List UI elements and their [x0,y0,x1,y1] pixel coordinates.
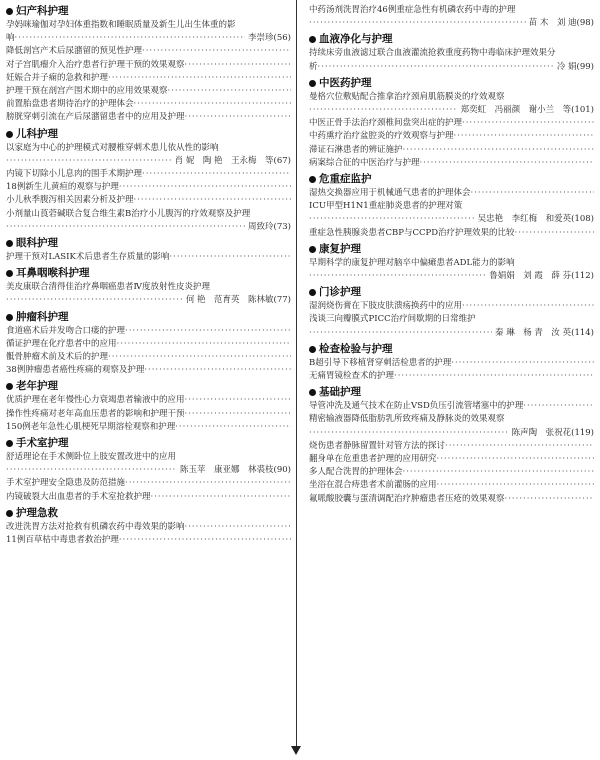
dot-leader [515,227,594,240]
entry-byline [125,325,291,338]
bullet-icon [309,289,316,296]
entry-title: 改进洗胃方法对抢救有机磷农药中毒效果的影响 [6,521,185,532]
dot-leader [185,408,291,421]
dot-leader [505,493,594,506]
toc-entry[interactable] [6,142,291,168]
toc-entry[interactable] [309,370,594,383]
toc-section [309,4,594,30]
toc-entry[interactable] [309,479,594,492]
toc-section [6,266,291,307]
section-heading [309,242,594,257]
entry-title: 手术室护理安全隐患及防范措施 [6,478,126,489]
entry-title: 导管冲洗及通气技术在防止VSD负压引流管堵塞中的护理 [309,401,524,412]
toc-entry[interactable] [6,477,291,490]
dot-leader [318,61,554,74]
dot-leader [185,111,291,124]
dot-leader [403,144,594,157]
dot-leader [185,394,291,407]
section-heading-text: 康复护理 [319,242,361,255]
entry-byline [403,144,594,157]
entry-title: 多人配合洗胃的护理体会 [309,467,403,478]
entry-byline [462,300,594,313]
dot-leader [134,98,291,111]
entry-title: 护理干预在剖宫产围术期中的应用效果观察 [6,86,168,97]
dot-leader [6,221,245,234]
entry-title: 循证护理在化疗患者中的应用 [6,338,117,349]
entry-byline [309,104,594,117]
dot-leader [142,168,291,181]
section-heading [6,127,291,142]
toc-section [6,127,291,234]
entry-author-page: 周致玲(73) [248,221,291,232]
toc-entry[interactable] [6,251,291,264]
bullet-icon [309,176,316,183]
toc-entry[interactable] [309,466,594,479]
entry-byline [119,181,291,194]
toc-entry[interactable] [6,408,291,421]
bullet-icon [6,314,13,321]
section-heading-text: 肿瘤科护理 [16,310,69,323]
dot-leader [119,534,291,547]
down-arrow-icon [291,746,301,755]
toc-entry[interactable] [309,440,594,453]
section-heading-text: 手术室护理 [16,437,69,450]
entry-byline [437,479,594,492]
entry-author-page: 秦 琳 杨 青 汝 英(114) [495,327,594,338]
toc-entry[interactable] [309,117,594,130]
toc-section [6,310,291,378]
toc-entry[interactable] [309,4,594,30]
bullet-icon [6,440,13,447]
entry-title: 以家庭为中心的护理模式对腰椎穿刺术患儿依从性的影响 [6,142,219,153]
bullet-icon [6,510,13,517]
dot-leader [125,477,291,490]
entry-byline [309,61,594,74]
entry-byline [309,327,594,340]
entry-title: B超引导下移植肾穿刺活检患者的护理 [309,357,452,368]
toc-entry[interactable] [6,534,291,547]
toc-entry[interactable] [309,47,594,73]
section-heading-text: 血液净化与护理 [319,33,393,46]
dot-leader [309,213,475,226]
entry-title: 150例老年急性心肌梗死早期溶栓观察和护理 [6,421,176,432]
dot-leader [119,181,291,194]
dot-leader [142,45,291,58]
entry-title: 湿润烧伤膏在下肢皮肤溃疡换药中的应用 [309,301,463,312]
entry-author-page: 陈玉苹 康亚娜 林裘枝(90) [180,465,291,476]
section-heading [6,236,291,251]
dot-leader [185,59,291,72]
entry-title: 早期科学的康复护理对脑卒中偏瘫患者ADL能力的影响 [309,257,515,268]
dot-leader [117,338,291,351]
entry-byline [445,440,594,453]
toc-entry[interactable] [6,325,291,338]
entry-title-continuation: 响 [6,33,15,44]
toc-entry[interactable] [309,157,594,170]
section-heading-text: 妇产科护理 [16,5,69,17]
entry-byline [309,213,594,226]
entry-title: 重症急性胰腺炎患者CBP与CCPD治疗护理效果的比较 [309,227,515,238]
dot-leader [168,85,291,98]
dot-leader [175,421,291,434]
toc-entry[interactable] [6,281,291,307]
entry-title: 烧伤患者静脉留置针对管方法的探讨 [309,440,446,451]
entry-title: 小剂量山莨菪碱联合复合维生素B治疗小儿腹泻的疗效观察及护理 [6,208,251,219]
dot-leader [125,325,291,338]
dot-leader [523,400,594,413]
section-heading [309,385,594,400]
entry-author-page: 陈声陶 张祝花(119) [511,427,594,438]
entry-author-page: 何 艳 范育英 陈林敏(77) [185,295,291,306]
right-column [309,2,594,506]
left-column [6,2,291,547]
entry-title: 中医正骨手法治疗颈椎间盘突出症的护理 [309,118,463,129]
entry-title: 膀胱穿刺引流在产后尿潴留患者中的应用及护理 [6,112,185,123]
dot-leader [309,104,458,117]
entry-byline [175,421,291,434]
entry-byline [125,477,291,490]
entry-byline [515,227,594,240]
toc-section [309,242,594,283]
entry-byline [6,155,291,168]
toc-entry[interactable] [309,493,594,506]
entry-byline [523,400,594,413]
dot-leader [445,440,594,453]
entry-title: 内镜下切除小儿息肉的围手术期护理 [6,169,143,180]
toc-entry[interactable] [309,400,594,413]
dot-leader [454,130,594,143]
entry-title: 持续床旁血液滤过联合血液灌流抢救重度药物中毒临床护理效果分 [309,48,556,59]
bullet-icon [6,240,13,247]
toc-entry[interactable] [6,168,291,181]
section-heading [6,4,291,19]
toc-section [309,32,594,73]
section-heading-text: 护理急救 [16,506,58,519]
dot-leader [309,327,492,340]
entry-byline [117,338,291,351]
dot-leader [185,521,291,534]
toc-entry[interactable] [309,200,594,226]
toc-entry[interactable] [309,413,594,439]
entry-byline [185,521,291,534]
entry-byline [134,194,291,207]
dot-leader [108,351,291,364]
section-heading-text: 耳鼻咽喉科护理 [16,267,90,280]
toc-section [309,285,594,340]
dot-leader [462,117,594,130]
entry-title: 护理干预对LASIK术后患者生存质量的影响 [6,252,170,263]
dot-leader [309,427,509,440]
entry-byline [185,59,291,72]
column-divider [296,0,297,748]
entry-byline [437,453,594,466]
entry-title: 妊娠合并子痫的急救和护理 [6,72,109,83]
bullet-icon [6,383,13,390]
entry-title: 降低剖宫产术后尿潴留的预见性护理 [6,46,143,57]
section-heading [309,172,594,187]
bullet-icon [309,80,316,87]
entry-title: 浅谈三向瓣膜式PICC治疗间歇期的日常维护 [309,314,476,325]
section-heading-text: 检查检验与护理 [319,342,393,355]
toc-entry[interactable] [6,521,291,534]
entry-byline [309,17,594,30]
entry-title-continuation: 析 [309,61,318,72]
entry-byline [6,294,291,307]
section-heading-text: 危重症监护 [319,173,372,186]
bullet-icon [309,389,316,396]
toc-section [309,76,594,170]
section-heading [309,285,594,300]
dot-leader [437,479,594,492]
entry-byline [505,493,594,506]
toc-entry[interactable] [309,257,594,283]
toc-entry[interactable] [6,394,291,407]
toc-section [309,342,594,383]
entry-byline [309,427,594,440]
toc-entry[interactable] [6,208,291,234]
entry-byline [142,45,291,58]
section-heading [6,310,291,325]
dot-leader [437,453,594,466]
dot-leader [451,357,594,370]
toc-entry[interactable] [6,72,291,85]
entry-byline [142,168,291,181]
entry-author-page: 肖 妮 陶 艳 王永梅 等(67) [174,155,291,166]
toc-entry[interactable] [6,181,291,194]
toc-entry[interactable] [309,91,594,117]
dot-leader [15,32,246,45]
dot-leader [309,270,486,283]
section-heading-text: 老年护理 [16,380,58,393]
entry-title: 湿热交换器应用于机械通气患者的护理体会 [309,188,471,199]
dot-leader [144,364,291,377]
bullet-icon [6,131,13,138]
entry-author-page: 郑奕虹 冯丽颜 谢小兰 等(101) [460,105,594,116]
entry-author-page: 李崇珍(56) [248,33,291,44]
entry-byline [454,130,594,143]
toc-entry[interactable] [6,85,291,98]
dot-leader [134,194,291,207]
entry-author-page: 鲁娟娟 刘 霞 薛 芬(112) [489,271,594,282]
toc-entry[interactable] [309,300,594,313]
section-heading [6,266,291,281]
toc-section [6,379,291,434]
entry-byline [394,370,594,383]
section-heading [309,342,594,357]
entry-title: 孕妈咪瑜伽对孕妇体重指数和睡眠质量及新生儿出生体重的影 [6,20,236,30]
dot-leader [462,300,594,313]
section-heading-text: 中医药护理 [319,76,372,89]
toc-entry[interactable] [309,187,594,200]
entry-byline [108,72,291,85]
entry-byline [462,117,594,130]
entry-title: ICU甲型H1N1重症肺炎患者的护理对策 [309,201,463,212]
dot-leader [420,157,594,170]
entry-byline [169,251,291,264]
toc-entry[interactable] [6,194,291,207]
dot-leader [169,251,291,264]
bullet-icon [309,246,316,253]
entry-title: 优质护理在老年慢性心力衰竭患者输液中的应用 [6,395,185,406]
entry-title: 舒适理论在手术侧卧位上肢安置改进中的应用 [6,452,177,463]
entry-byline [108,351,291,364]
entry-byline [144,364,291,377]
entry-title: 中药熏疗治疗盆腔炎的疗效观察与护理 [309,131,454,142]
entry-title: 11例百草枯中毒患者救治护理 [6,535,119,546]
entry-title: 骶骨肿瘤术前及术后的护理 [6,352,109,363]
entry-title: 中药汤剂洗胃治疗46例重症急性有机磷农药中毒的护理 [309,5,516,15]
entry-title: 对子宫肌瘤介入治疗患者行护理干预的效果观察 [6,59,185,70]
entry-title: 小儿秋季腹泻相关因素分析及护理 [6,195,134,206]
entry-byline [119,534,291,547]
entry-title: 美皮康联合清得佳治疗鼻咽癌患者Ⅳ度放射性皮炎护理 [6,282,210,293]
entry-title: 38例肿瘤患者癌性疼痛的观察及护理 [6,365,145,376]
bullet-icon [309,36,316,43]
toc-entry[interactable] [309,130,594,143]
section-heading [309,76,594,91]
section-heading [309,32,594,47]
dot-leader [6,294,183,307]
entry-author-page: 苗 木 刘 迪(98) [528,18,594,29]
toc-entry[interactable] [6,59,291,72]
toc-entry[interactable] [6,111,291,124]
dot-leader [471,187,594,200]
section-heading-text: 门诊护理 [319,286,361,299]
entry-author-page: 冷 娟(99) [556,61,594,72]
dot-leader [6,155,172,168]
entry-byline [185,408,291,421]
entry-byline [185,394,291,407]
entry-title: 氟哌酸胶囊与蛋清调配治疗肿瘤患者压疮的效果观察 [309,493,505,504]
dot-leader [108,72,291,85]
entry-byline [309,270,594,283]
bullet-icon [6,8,13,15]
toc-entry[interactable] [6,98,291,111]
toc-entry[interactable] [6,491,291,504]
entry-title: 无痛胃镜检查术的护理 [309,371,395,382]
section-heading [6,436,291,451]
dot-leader [394,370,594,383]
entry-byline [420,157,594,170]
entry-title: 食道癌术后并发吻合口瘘的护理 [6,325,126,336]
toc-entry[interactable] [309,144,594,157]
toc-section [6,4,291,125]
entry-byline [6,464,291,477]
toc-entry[interactable] [6,364,291,377]
entry-title: 病案综合征的中医治疗与护理 [309,157,420,168]
dot-leader [309,17,526,30]
section-heading-text: 儿科护理 [16,127,58,140]
entry-title: 精密输液器降低脂肪乳所致疼痛及静脉炎的效果观察 [309,414,505,425]
entry-title: 内镜破裂大出血患者的手术室抢救护理 [6,491,151,502]
toc-entry[interactable] [309,453,594,466]
dot-leader [403,466,594,479]
section-heading [6,506,291,521]
toc-entry[interactable] [6,338,291,351]
entry-byline [451,357,594,370]
toc-entry[interactable] [6,451,291,477]
toc-section [6,506,291,547]
toc-entry[interactable] [309,313,594,339]
entry-byline [471,187,594,200]
entry-title: 前置胎盘患者期待治疗的护理体会 [6,99,134,110]
toc-entry[interactable] [6,421,291,434]
entry-title: 滞证石淋患者的辨证施护 [309,144,403,155]
toc-entry[interactable] [6,351,291,364]
entry-byline [151,491,291,504]
dot-leader [151,491,291,504]
toc-entry[interactable] [6,45,291,58]
entry-byline [403,466,594,479]
entry-author-page: 吴忠艳 李红梅 和爱英(108) [477,214,594,225]
entry-byline [6,32,291,45]
entry-byline [6,221,291,234]
bullet-icon [309,346,316,353]
section-heading-text: 基础护理 [319,386,361,399]
section-heading-text: 眼科护理 [16,237,58,250]
entry-title: 曼格穴位敷贴配合推拿治疗颈肩肌筋膜炎的疗效观察 [309,91,505,102]
toc-entry[interactable] [309,357,594,370]
entry-byline [185,111,291,124]
toc-entry[interactable] [6,19,291,45]
toc-section [309,385,594,506]
entry-title: 坐浴在混合痔患者术前灌肠的应用 [309,480,437,491]
toc-section [6,436,291,504]
toc-entry[interactable] [309,227,594,240]
entry-byline [168,85,291,98]
bullet-icon [6,270,13,277]
entry-title: 18例新生儿黄疸的观察与护理 [6,182,119,193]
entry-byline [134,98,291,111]
entry-title: 翻身单在危重患者护理的应用研究 [309,454,437,465]
dot-leader [6,464,177,477]
section-heading [6,379,291,394]
toc-section [309,172,594,240]
toc-section [6,236,291,264]
entry-title: 操作性疼痛对老年高血压患者的影响和护理干预 [6,408,185,419]
